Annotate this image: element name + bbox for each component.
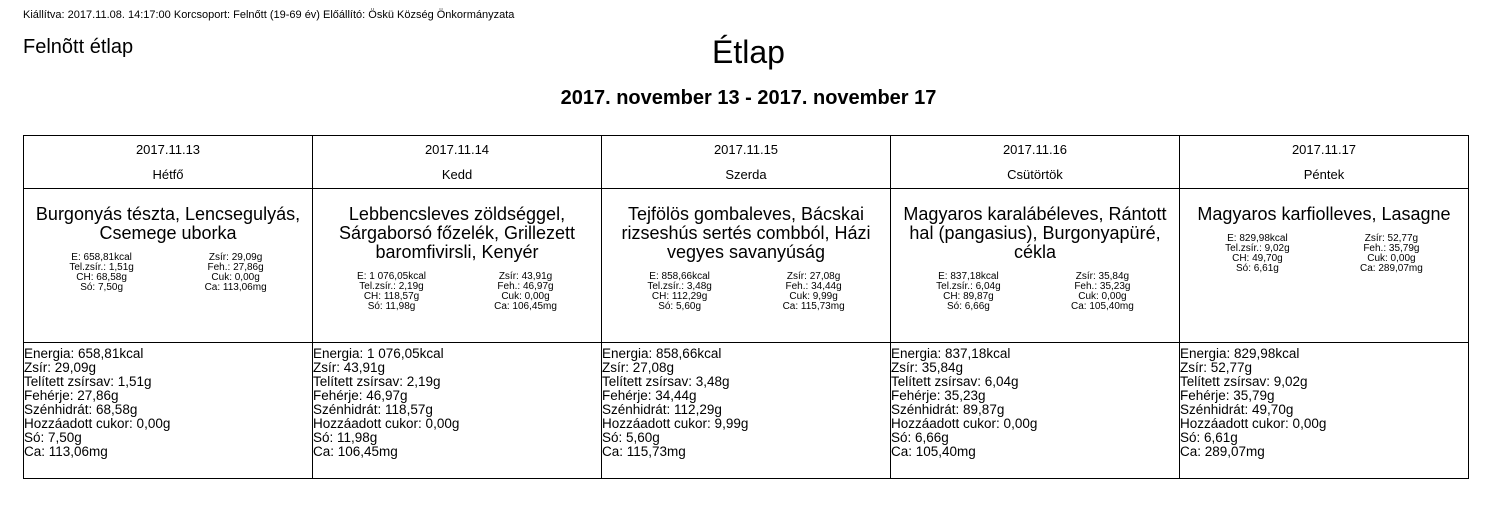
nutrition-value: Feh.: 27,86g [207, 262, 264, 273]
nutrition-line: Telített zsírsav: 6,04g [891, 374, 1019, 389]
nutrition-value: Ca: 115,73mg [782, 301, 845, 312]
nutrition-line: Ca: 105,40mg [891, 444, 976, 459]
menu-row [24, 189, 1469, 343]
weekly-menu-table [23, 135, 1469, 479]
nutrition-line: Ca: 113,06mg [24, 444, 108, 459]
nutrition-line: Zsír: 35,84g [891, 360, 964, 375]
nutrition-value: Tel.zsír.: 1,51g [69, 262, 134, 273]
nutrition-value: Só: 5,60g [658, 301, 701, 312]
menu-cell [313, 189, 602, 343]
day-name: Kedd [441, 167, 473, 182]
nutrition-column [205, 253, 267, 293]
nutrition-value: Só: 6,61g [1236, 263, 1279, 274]
nutrition-value: Ca: 105,40mg [1071, 301, 1134, 312]
day-header-row [24, 136, 1469, 189]
nutrition-column [357, 272, 426, 312]
nutrition-detail-cell [602, 343, 891, 479]
nutrition-line: Energia: 1 076,05kcal [313, 346, 444, 361]
nutrition-value: Cuk: 0,00g [211, 272, 260, 283]
nutrition-line: Só: 7,50g [24, 430, 82, 445]
nutrition-column [936, 272, 1000, 312]
nutrition-value: Cuk: 0,00g [501, 291, 550, 302]
nutrition-value: E: 829,98kcal [1227, 233, 1288, 244]
menu-dishes: Magyaros karalábéleves, Rántott hal (pangasius), Burgonyapüré, cékla [903, 204, 1167, 262]
nutrition-value: E: 858,66kcal [649, 271, 710, 282]
nutrition-summary [313, 272, 601, 312]
nutrition-value: Só: 7,50g [80, 282, 123, 293]
day-header [1180, 136, 1469, 189]
nutrition-value: Cuk: 0,00g [1367, 253, 1416, 264]
nutrition-summary [891, 272, 1179, 312]
nutrition-line: Szénhidrát: 89,87g [891, 402, 1005, 417]
nutrition-detail-cell [891, 343, 1180, 479]
day-name: Péntek [1303, 167, 1345, 182]
nutrition-line: Ca: 106,45mg [313, 444, 398, 459]
nutrition-line: Zsír: 43,91g [313, 360, 386, 375]
day-name: Szerda [725, 167, 767, 182]
menu-cell [24, 189, 313, 343]
nutrition-line: Fehérje: 27,86g [24, 388, 119, 403]
nutrition-value: Zsír: 27,08g [786, 271, 841, 282]
nutrition-summary [24, 253, 312, 293]
nutrition-value: Cuk: 9,99g [789, 291, 838, 302]
nutrition-column [647, 272, 711, 312]
nutrition-value: Feh.: 35,79g [1363, 243, 1420, 254]
nutrition-line: Energia: 837,18kcal [891, 346, 1011, 361]
nutrition-summary [602, 272, 890, 312]
menu-cell [891, 189, 1180, 343]
nutrition-value: Só: 6,66g [947, 301, 990, 312]
menu-dishes: Tejfölös gombaleves, Bácskai rizseshús sertés combból, Házi vegyes savanyúság [621, 204, 871, 262]
nutrition-value: Tel.zsír.: 9,02g [1225, 243, 1290, 254]
nutrition-line: Só: 6,61g [1180, 430, 1238, 445]
nutrition-value: E: 1 076,05kcal [357, 271, 426, 282]
nutrition-value: Zsír: 52,77g [1364, 233, 1419, 244]
menu-dishes: Lebbencsleves zöldséggel, Sárgaborsó főzelék, Grillezett baromfivirsli, Kenyér [338, 204, 576, 262]
nutrition-detail-cell [24, 343, 313, 479]
nutrition-value: CH: 49,70g [1232, 253, 1283, 264]
nutrition-value: CH: 112,29g [651, 291, 708, 302]
nutrition-line: Só: 6,66g [891, 430, 949, 445]
nutrition-value: Feh.: 46,97g [497, 281, 554, 292]
nutrition-value: Zsír: 35,84g [1075, 271, 1130, 282]
nutrition-value: Zsír: 29,09g [208, 252, 263, 263]
nutrition-line: Energia: 658,81kcal [24, 346, 144, 361]
nutrition-line: Telített zsírsav: 3,48g [602, 374, 730, 389]
nutrition-value: Zsír: 43,91g [498, 271, 553, 282]
nutrition-line: Hozzáadott cukor: 9,99g [602, 416, 749, 431]
day-header [24, 136, 313, 189]
nutrition-column [494, 272, 557, 312]
nutrition-line: Szénhidrát: 118,57g [313, 402, 433, 417]
nutrition-line: Zsír: 29,09g [24, 360, 97, 375]
nutrition-value: CH: 68,58g [76, 272, 127, 283]
nutrition-line: Telített zsírsav: 2,19g [313, 374, 441, 389]
nutrition-column [69, 253, 133, 293]
day-date: 2017.11.14 [424, 142, 490, 157]
day-header [313, 136, 602, 189]
day-header [602, 136, 891, 189]
nutrition-value: Só: 11,98g [367, 301, 416, 312]
day-date: 2017.11.16 [1002, 142, 1068, 157]
nutrition-summary [1180, 234, 1468, 274]
date-range: 2017. november 13 - 2017. november 17 [560, 87, 937, 109]
day-date: 2017.11.17 [1291, 142, 1357, 157]
nutrition-line: Telített zsírsav: 9,02g [1180, 374, 1308, 389]
nutrition-row [24, 343, 1469, 479]
nutrition-value: Ca: 106,45mg [494, 301, 557, 312]
nutrition-line: Hozzáadott cukor: 0,00g [313, 416, 460, 431]
nutrition-line: Zsír: 27,08g [602, 360, 675, 375]
nutrition-line: Só: 5,60g [602, 430, 660, 445]
menu-dishes: Burgonyás tészta, Lencsegulyás, Csemege uborka [35, 204, 301, 243]
nutrition-detail-cell [1180, 343, 1469, 479]
nutrition-column [1360, 234, 1423, 274]
nutrition-line: Szénhidrát: 68,58g [24, 402, 138, 417]
nutrition-value: Tel.zsír.: 6,04g [936, 281, 1001, 292]
nutrition-line: Só: 11,98g [313, 430, 378, 445]
nutrition-value: E: 658,81kcal [71, 252, 132, 263]
day-name: Csütörtök [1007, 167, 1063, 182]
nutrition-line: Hozzáadott cukor: 0,00g [1180, 416, 1327, 431]
nutrition-line: Ca: 115,73mg [602, 444, 686, 459]
nutrition-value: Feh.: 34,44g [785, 281, 842, 292]
nutrition-value: CH: 118,57g [363, 291, 420, 302]
issue-info: Kiállítva: 2017.11.08. 14:17:00 Korcsoport: Felnőtt (19-69 év) Előállító: Öskü Község Önkormányzata [23, 9, 515, 21]
nutrition-column [783, 272, 845, 312]
nutrition-line: Szénhidrát: 49,70g [1180, 402, 1294, 417]
nutrition-line: Energia: 829,98kcal [1180, 346, 1300, 361]
nutrition-line: Szénhidrát: 112,29g [602, 402, 722, 417]
nutrition-value: CH: 89,87g [943, 291, 994, 302]
nutrition-line: Fehérje: 34,44g [602, 388, 697, 403]
nutrition-line: Telített zsírsav: 1,51g [24, 374, 152, 389]
nutrition-line: Hozzáadott cukor: 0,00g [891, 416, 1038, 431]
nutrition-column [1071, 272, 1134, 312]
page-title: Étlap [712, 34, 785, 70]
nutrition-value: E: 837,18kcal [938, 271, 999, 282]
menu-subtitle: Felnõtt étlap [23, 36, 134, 58]
nutrition-line: Hozzáadott cukor: 0,00g [24, 416, 171, 431]
nutrition-line: Fehérje: 46,97g [313, 388, 408, 403]
nutrition-value: Tel.zsír.: 3,48g [647, 281, 712, 292]
nutrition-line: Zsír: 52,77g [1180, 360, 1253, 375]
day-date: 2017.11.15 [713, 142, 779, 157]
nutrition-value: Cuk: 0,00g [1078, 291, 1127, 302]
nutrition-line: Fehérje: 35,79g [1180, 388, 1275, 403]
menu-cell [602, 189, 891, 343]
nutrition-line: Energia: 858,66kcal [602, 346, 722, 361]
day-date: 2017.11.13 [135, 142, 201, 157]
nutrition-value: Ca: 113,06mg [204, 282, 267, 293]
nutrition-line: Fehérje: 35,23g [891, 388, 986, 403]
menu-dishes: Magyaros karfiolleves, Lasagne [1197, 204, 1451, 224]
day-name: Hétfő [152, 167, 184, 182]
nutrition-value: Ca: 289,07mg [1360, 263, 1423, 274]
nutrition-column [1225, 234, 1289, 274]
nutrition-line: Ca: 289,07mg [1180, 444, 1265, 459]
day-header [891, 136, 1180, 189]
nutrition-value: Feh.: 35,23g [1074, 281, 1131, 292]
nutrition-detail-cell [313, 343, 602, 479]
nutrition-value: Tel.zsír.: 2,19g [359, 281, 424, 292]
menu-cell [1180, 189, 1469, 343]
